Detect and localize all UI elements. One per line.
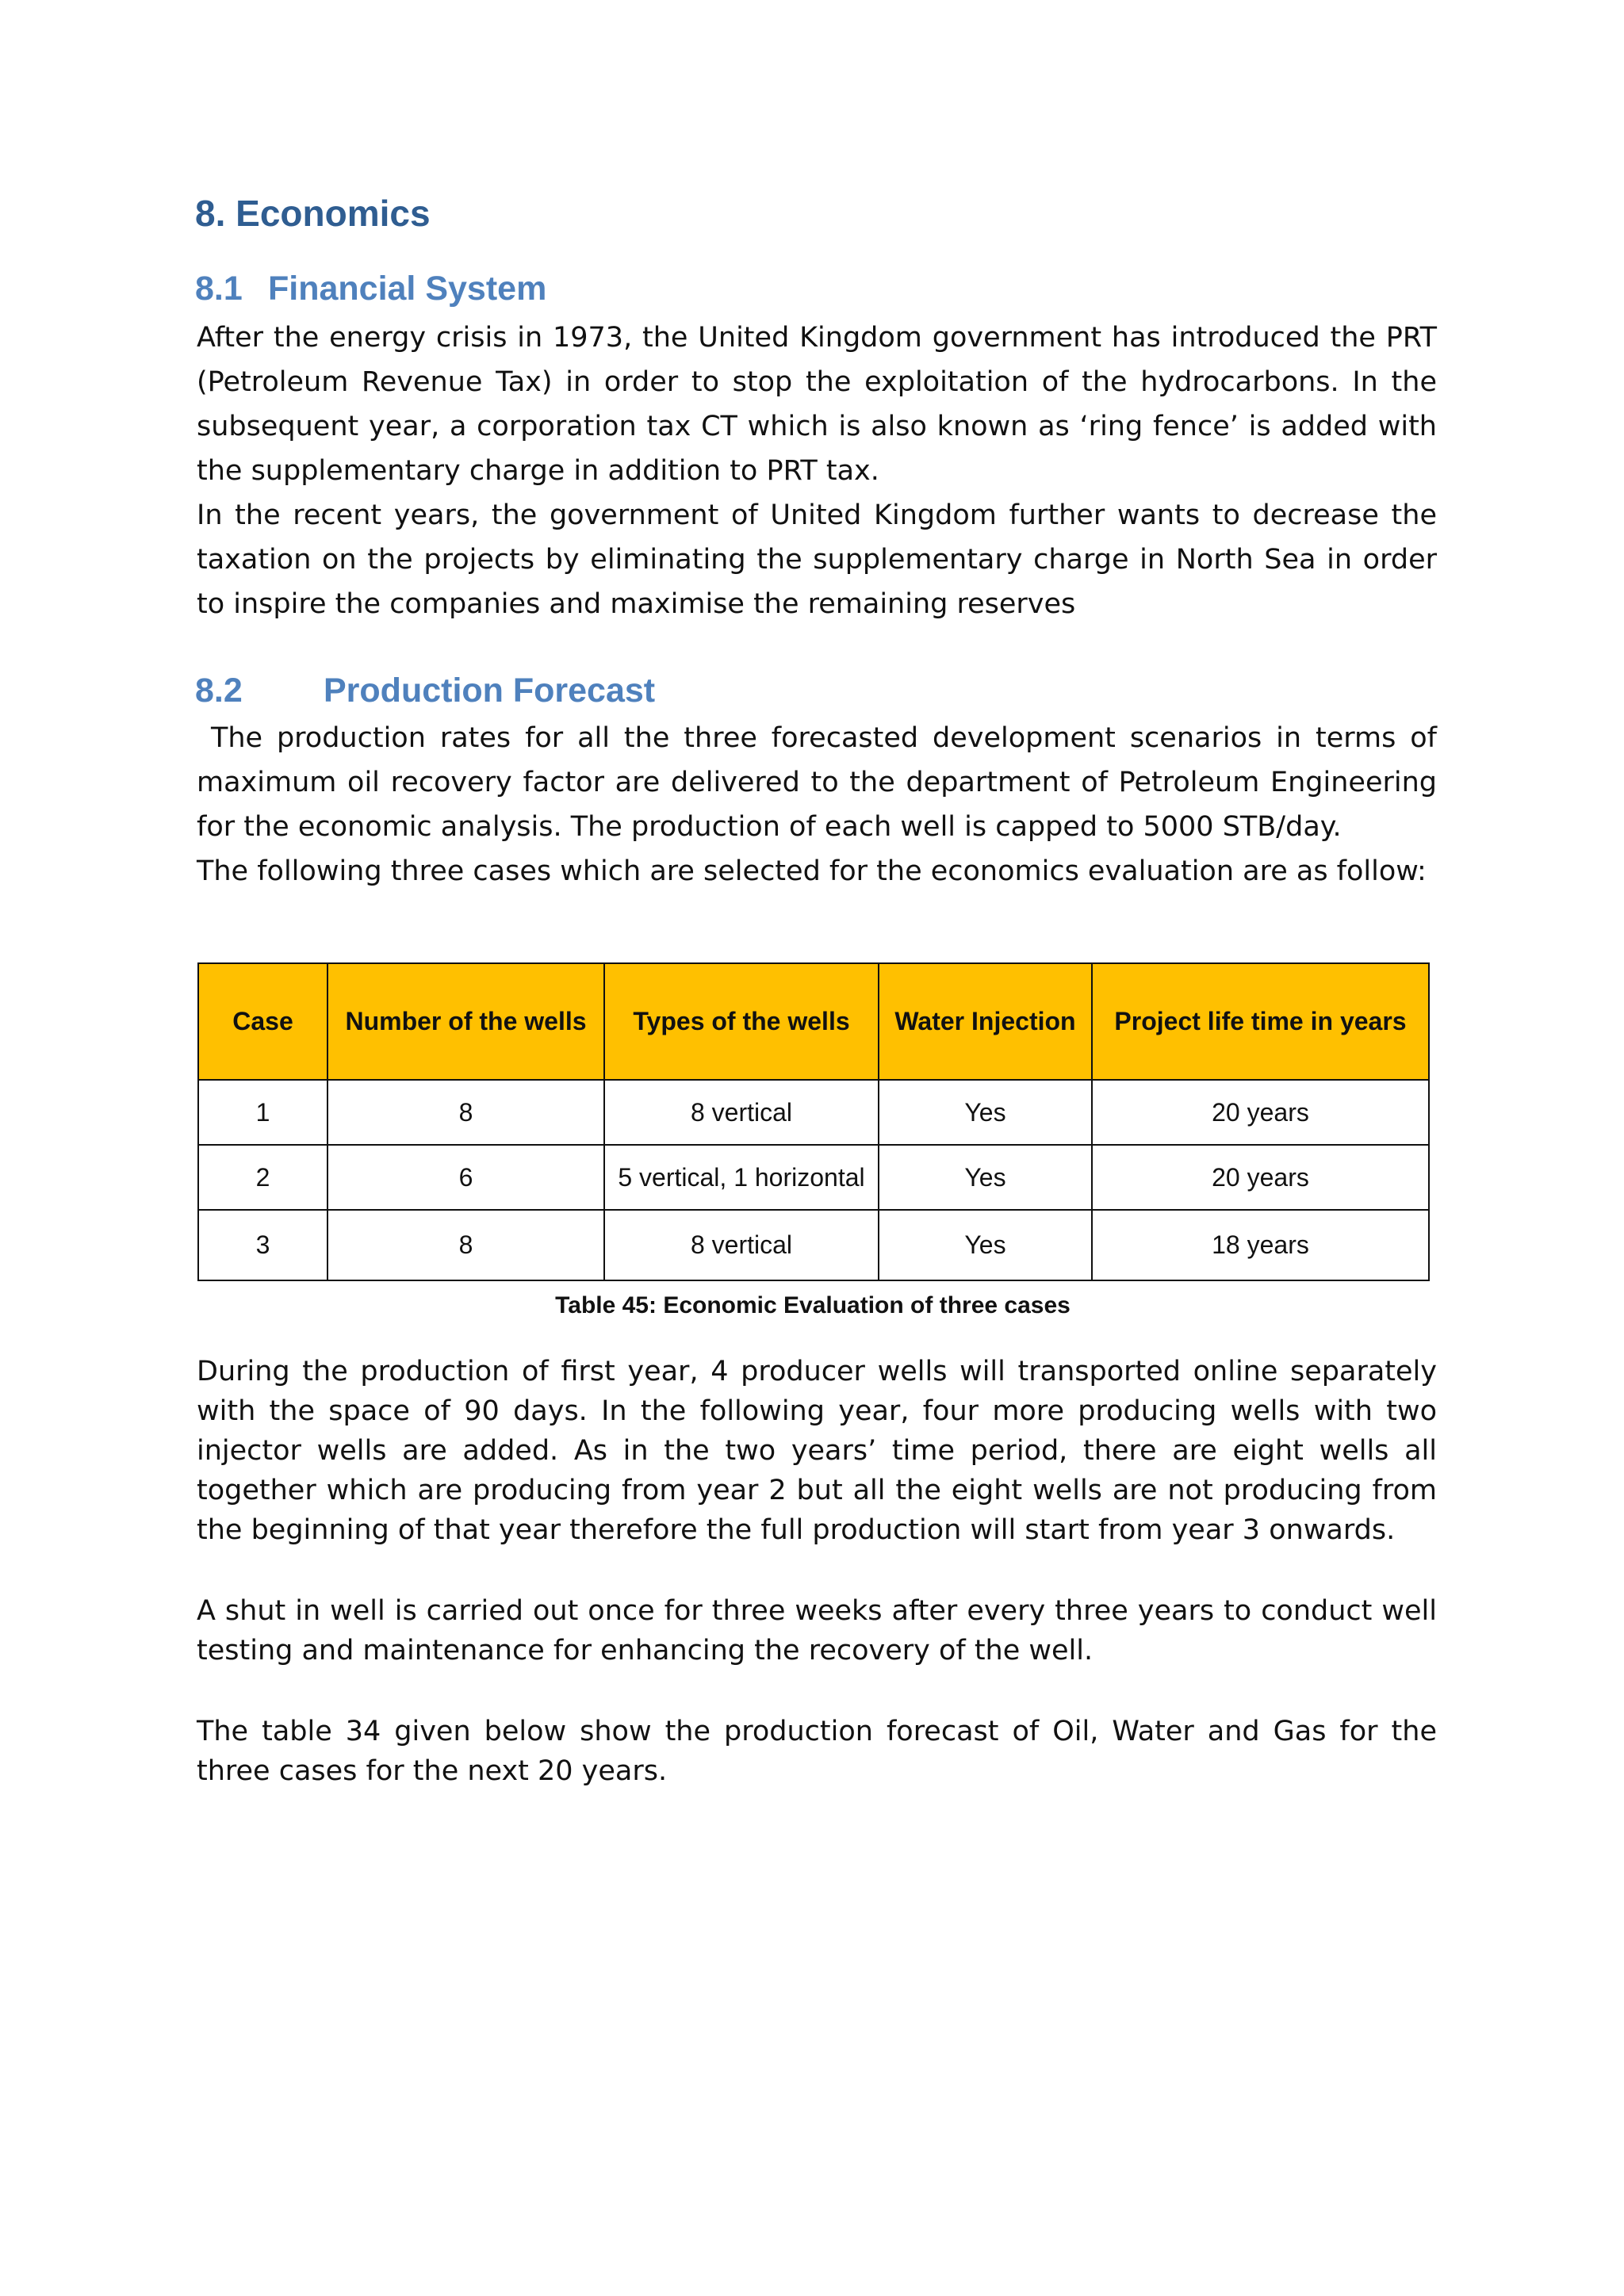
section-heading-financial-system xyxy=(195,270,546,308)
financial-system-text xyxy=(197,316,1437,626)
paragraph: The production rates for all the three forecasted development scenarios in terms of maximum oil recovery factor are delivered to the department of Petroleum Engineering for the economic analysis. The production of each well is capped to 5000 STB/day. xyxy=(197,722,1446,843)
table-cell: 18 years xyxy=(1092,1210,1429,1280)
table-header-row xyxy=(198,963,1429,1080)
chapter-heading: 8. Economics xyxy=(195,193,431,234)
table-cell: 8 xyxy=(327,1210,604,1280)
table-cell: 3 xyxy=(198,1210,327,1280)
post-table-paragraph-3: The table 34 given below show the production forecast of Oil, Water and Gas for the three cases for the next 20 years. xyxy=(197,1716,1437,1787)
table-cell: Yes xyxy=(879,1210,1092,1280)
column-header-project-life-time: Project life time in years xyxy=(1092,963,1429,1080)
table-cell: 20 years xyxy=(1092,1145,1429,1210)
section-title: Financial System xyxy=(268,270,547,308)
section-number: 8.2 xyxy=(195,672,243,710)
table-cell: 8 xyxy=(327,1080,604,1145)
table-cell: 8 vertical xyxy=(604,1080,879,1145)
table-cell: 2 xyxy=(198,1145,327,1210)
column-header-number-of-wells: Number of the wells xyxy=(327,963,604,1080)
table-cell: Yes xyxy=(879,1145,1092,1210)
section-heading-production-forecast xyxy=(195,672,655,710)
column-header-case: Case xyxy=(198,963,327,1080)
production-forecast-text xyxy=(197,716,1446,894)
cases-table xyxy=(197,962,1430,1281)
table-cell: 8 vertical xyxy=(604,1210,879,1280)
post-table-paragraph-2: A shut in well is carried out once for three weeks after every three years to conduct well testing and maintenance for enhancing the recovery of the well. xyxy=(197,1595,1437,1667)
table-cell: 5 vertical, 1 horizontal xyxy=(604,1145,879,1210)
table-row xyxy=(198,1210,1429,1280)
column-header-types-of-wells: Types of the wells xyxy=(604,963,879,1080)
column-header-water-injection: Water Injection xyxy=(879,963,1092,1080)
table-row xyxy=(198,1080,1429,1145)
table-cell: Yes xyxy=(879,1080,1092,1145)
table-cell: 1 xyxy=(198,1080,327,1145)
paragraph: The following three cases which are selected for the economics evaluation are as follow: xyxy=(197,855,1427,887)
paragraph: After the energy crisis in 1973, the United Kingdom government has introduced the PRT (Petroleum Revenue Tax) in order to stop the exploitation of the hydrocarbons. In the subsequent year, a corporation tax CT which is also known as ‘ring fence’ is added with the supplementary charge in addition to PRT tax. xyxy=(197,322,1437,487)
post-table-paragraph-1: During the production of first year, 4 producer wells will transported online separately with the space of 90 days. In the following year, four more producing wells with two injector wells are added. As in the two years’ time period, there are eight wells all together which are producing from year 2 but all the eight wells are not producing from the beginning of that year therefore the full production will start from year 3 onwards. xyxy=(197,1356,1437,1546)
table-cell: 6 xyxy=(327,1145,604,1210)
table-cell: 20 years xyxy=(1092,1080,1429,1145)
table-caption: Table 45: Economic Evaluation of three cases xyxy=(555,1292,1071,1318)
paragraph: In the recent years, the government of United Kingdom further wants to decrease the taxation on the projects by eliminating the supplementary charge in North Sea in order to inspire the companies and maximise the remaining reserves xyxy=(197,499,1437,620)
table-row xyxy=(198,1145,1429,1210)
section-title: Production Forecast xyxy=(324,672,656,710)
section-number: 8.1 xyxy=(195,270,243,308)
